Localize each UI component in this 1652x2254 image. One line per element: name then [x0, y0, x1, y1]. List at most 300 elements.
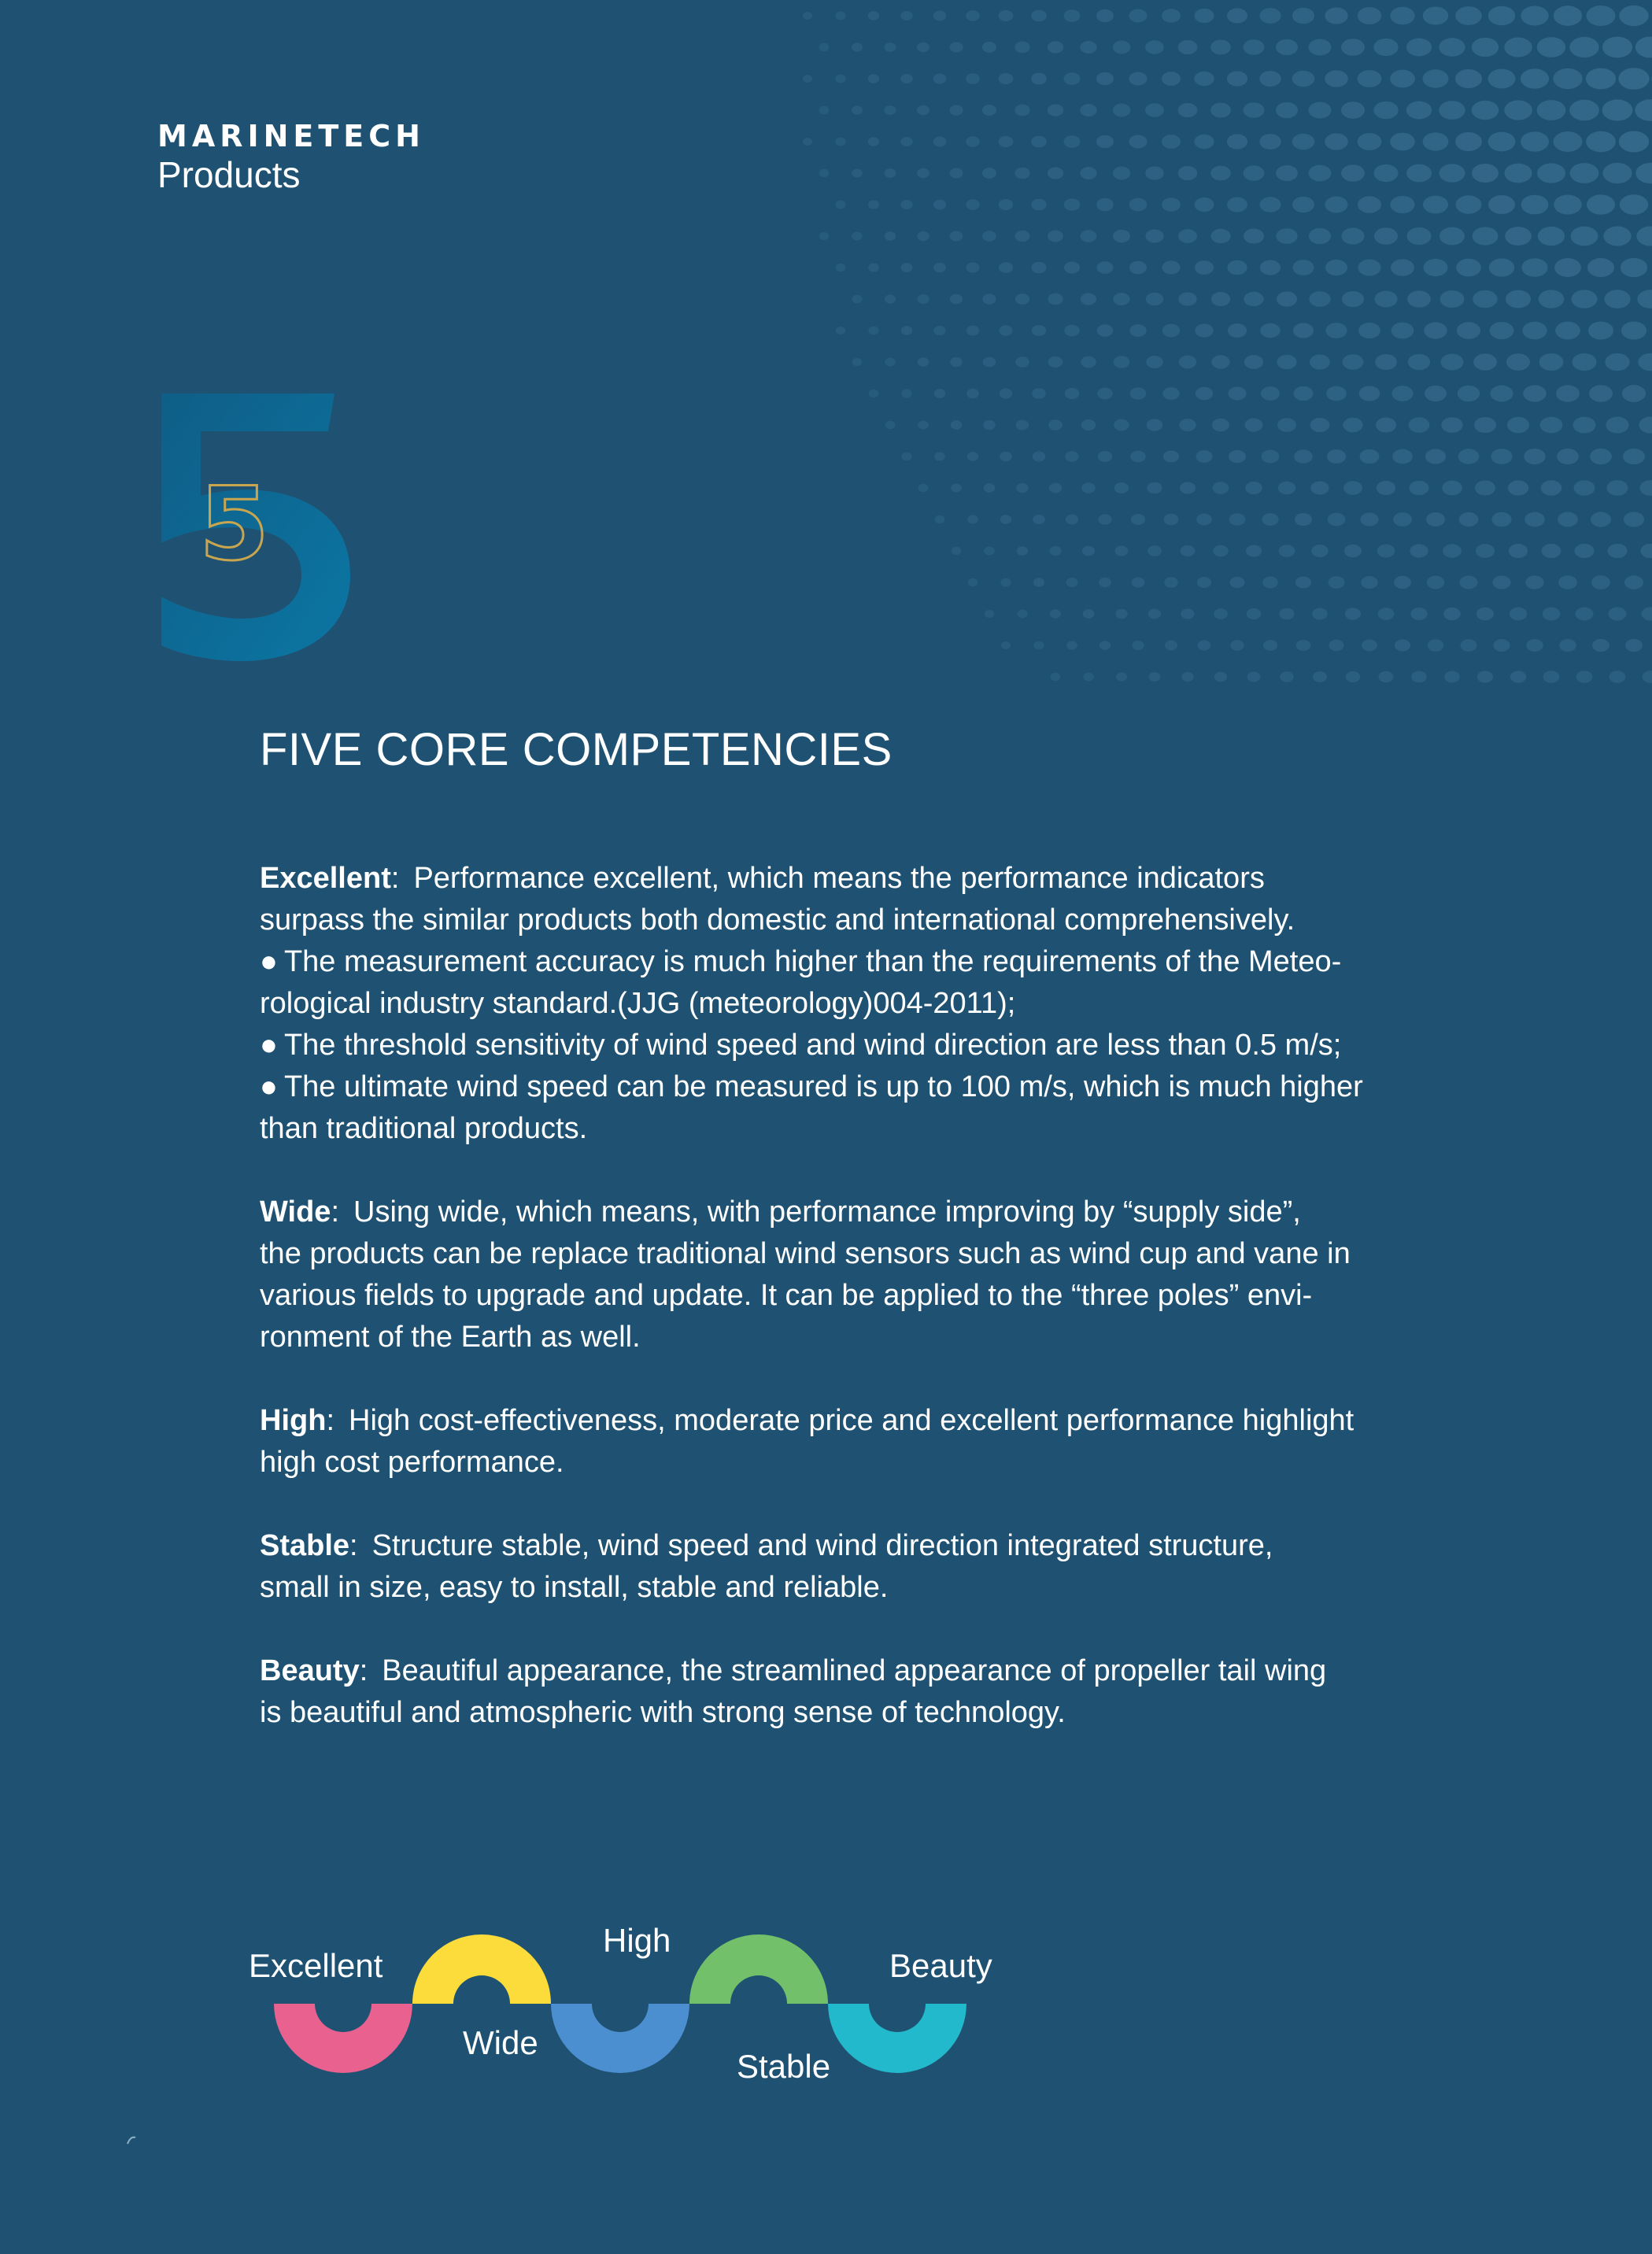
decor-dot — [1080, 104, 1096, 116]
decor-dot — [1456, 259, 1481, 277]
decor-dot — [1492, 575, 1510, 589]
decor-dot — [1477, 671, 1493, 682]
decor-dot — [950, 168, 963, 178]
decor-dot — [1410, 481, 1429, 495]
decor-dot — [1145, 103, 1164, 116]
decor-dot — [1048, 294, 1063, 305]
decor-dot — [1569, 100, 1599, 121]
decor-dot — [1260, 260, 1281, 275]
decor-dot — [1521, 131, 1549, 151]
decor-dot — [1064, 135, 1081, 148]
decor-dot — [1230, 640, 1244, 650]
decor-dot — [1277, 355, 1296, 369]
decor-dot — [1360, 512, 1378, 526]
decor-dot — [933, 263, 946, 272]
decor-dot — [1293, 323, 1314, 338]
decor-dot — [1586, 131, 1616, 153]
decor-dot — [1524, 449, 1545, 464]
decor-dot — [933, 11, 946, 21]
decor-dot — [1292, 260, 1314, 275]
decor-dot — [1149, 672, 1161, 682]
decor-dot — [1310, 418, 1330, 432]
decor-dot — [1609, 608, 1627, 621]
decor-dot — [1196, 514, 1212, 526]
decor-dot — [1537, 100, 1566, 120]
brand-logo-text: MARINETECH — [157, 119, 425, 153]
decor-dot — [1114, 356, 1129, 368]
decor-dot — [836, 327, 845, 334]
decor-dot — [1064, 72, 1081, 85]
decor-dot — [1524, 512, 1544, 527]
decor-dot — [1406, 164, 1432, 183]
decor-dot — [1543, 671, 1560, 682]
decor-dot — [852, 232, 862, 241]
decor-dot — [1376, 417, 1396, 432]
decor-dot — [1064, 261, 1080, 273]
decor-dot — [1051, 673, 1061, 681]
competency-line — [260, 1442, 1456, 1484]
decor-dot — [1587, 6, 1616, 26]
decor-dot — [1014, 42, 1029, 54]
decor-dot — [1096, 72, 1114, 85]
decor-dot — [1129, 135, 1148, 148]
decor-dot — [1244, 165, 1265, 180]
decor-dot — [1558, 575, 1577, 589]
decor-dot — [1065, 451, 1078, 462]
decor-dot — [1589, 385, 1613, 402]
decor-dot — [1559, 639, 1576, 652]
competency-line — [260, 1400, 1456, 1442]
decor-dot — [949, 42, 963, 52]
decor-dot — [1392, 449, 1413, 464]
decor-dot — [1506, 353, 1530, 371]
decor-dot — [1178, 229, 1197, 243]
decor-dot — [1308, 102, 1331, 119]
decor-dot — [1407, 290, 1431, 307]
decor-dot — [1148, 545, 1162, 556]
competency-line — [260, 1567, 1456, 1609]
decor-dot — [1278, 482, 1295, 495]
decor-dot — [982, 294, 996, 304]
bullet-dot-icon: ● — [260, 945, 278, 978]
decor-dot — [1259, 71, 1281, 87]
decor-dot — [1605, 353, 1629, 371]
decor-dot — [1639, 417, 1652, 434]
decor-dot — [1280, 671, 1293, 682]
decor-dot — [1031, 72, 1047, 84]
decor-dot — [1129, 72, 1147, 85]
decor-dot — [1113, 104, 1131, 117]
decor-dot — [1539, 290, 1564, 308]
decor-dot — [1262, 577, 1278, 589]
decor-dot — [1083, 673, 1093, 682]
decor-dot — [1000, 578, 1011, 587]
decor-dot — [982, 105, 996, 116]
bullet-text: than traditional products. — [260, 1112, 588, 1145]
decor-dot — [1227, 8, 1247, 23]
decor-dot — [1247, 608, 1261, 619]
decor-dot — [1031, 136, 1047, 148]
decor-dot — [1476, 544, 1495, 558]
decor-dot — [1538, 227, 1565, 246]
decor-dot — [999, 199, 1013, 210]
decor-dot — [1017, 610, 1027, 619]
decor-dot — [852, 42, 863, 51]
competency-term: Stable — [260, 1529, 350, 1562]
decor-dot — [1541, 480, 1562, 495]
decor-dot — [900, 137, 912, 146]
decor-dot — [1313, 671, 1327, 682]
decor-dot — [1558, 512, 1578, 527]
decor-dot — [1526, 639, 1543, 652]
decor-dot — [1048, 167, 1063, 179]
decor-dot — [1292, 134, 1314, 150]
decor-dot — [1228, 386, 1246, 400]
wave-label-excellent: Excellent — [249, 1947, 383, 1984]
decor-dot — [1488, 195, 1515, 214]
decor-dot — [900, 11, 912, 20]
decor-dot — [868, 11, 879, 20]
decor-dot — [1196, 387, 1213, 401]
decor-dot — [868, 74, 879, 83]
competency-high — [260, 1400, 1456, 1484]
page-title: FIVE CORE COMPETENCIES — [260, 724, 893, 775]
term-separator: : — [326, 1404, 334, 1437]
decor-dot — [1181, 608, 1194, 619]
decor-dot — [1210, 103, 1231, 118]
decor-dot — [1262, 450, 1280, 464]
term-separator: : — [390, 862, 400, 895]
bullet-text: rological industry standard.(JJG (meteorology)004-2011); — [260, 987, 1016, 1020]
decor-dot — [1296, 640, 1311, 651]
decor-dot — [1014, 105, 1029, 116]
decor-dot — [1279, 545, 1295, 557]
decor-dot — [1473, 227, 1499, 245]
decor-dot — [1295, 576, 1311, 588]
decor-dot — [1210, 229, 1230, 243]
decor-dot — [1425, 449, 1446, 464]
decor-dot — [967, 515, 978, 523]
decor-dot — [1391, 259, 1414, 276]
decor-dot — [1373, 39, 1398, 56]
decor-dot — [1276, 228, 1297, 244]
decor-dot — [852, 358, 862, 366]
decor-dot — [1574, 480, 1595, 496]
decor-dot — [1362, 640, 1377, 652]
decor-dot — [952, 547, 962, 555]
decor-dot — [1164, 514, 1179, 525]
wave-label-wide: Wide — [463, 2024, 538, 2061]
decor-dot — [1213, 545, 1228, 557]
decor-dot — [1639, 480, 1652, 496]
decor-dot — [1115, 609, 1128, 619]
decor-dot — [1145, 40, 1164, 54]
competency-text: High cost-effectiveness, moderate price and excellent performance highlight — [349, 1404, 1354, 1437]
decor-dot — [1096, 135, 1114, 148]
decor-dot — [1080, 167, 1096, 179]
decor-dot — [1032, 325, 1046, 336]
decor-dot — [918, 357, 929, 367]
decor-dot — [984, 483, 996, 493]
decor-dot — [1457, 322, 1480, 339]
decor-dot — [1048, 419, 1063, 430]
decor-dot — [1521, 258, 1547, 277]
decor-dot — [1031, 199, 1046, 211]
decor-dot — [1195, 198, 1214, 212]
decor-dot — [1424, 259, 1448, 276]
decor-dot — [1081, 357, 1096, 368]
decor-dot — [966, 136, 980, 147]
wave-segment-beauty — [828, 2004, 966, 2073]
decor-dot — [1540, 417, 1563, 434]
decor-dot — [949, 105, 963, 115]
decor-dot — [868, 200, 879, 209]
decor-dot — [1455, 6, 1481, 25]
decor-dot — [966, 326, 979, 336]
decor-dot — [1439, 101, 1465, 120]
decor-dot — [1571, 227, 1598, 246]
decor-dot — [885, 231, 896, 241]
decor-dot — [868, 327, 878, 335]
decor-dot — [1591, 575, 1610, 589]
decor-dot — [1488, 6, 1515, 25]
decor-dot — [1064, 9, 1081, 22]
competencies-list — [260, 858, 1456, 1775]
competency-text: Using wide, which means, with performance improving by “supply side”, — [353, 1195, 1301, 1229]
decor-dot — [1178, 40, 1198, 54]
competency-line — [260, 1233, 1456, 1275]
decor-dot — [1164, 577, 1177, 587]
decor-dot — [1620, 194, 1648, 215]
decor-dot — [1378, 608, 1395, 620]
decor-dot — [819, 169, 830, 177]
decor-dot — [1001, 641, 1011, 649]
decor-dot — [1245, 418, 1263, 431]
decor-dot — [1096, 198, 1114, 211]
decor-dot — [1341, 102, 1365, 119]
decor-dot — [1554, 131, 1583, 152]
decor-dot — [917, 42, 929, 53]
decor-dot — [1195, 323, 1213, 337]
decor-dot — [999, 10, 1014, 21]
decor-dot — [1097, 324, 1113, 336]
decor-dot — [1081, 293, 1096, 305]
decor-dot — [1147, 419, 1162, 430]
decor-dot — [1393, 512, 1412, 527]
decor-dot — [1375, 354, 1397, 370]
decor-dot — [1229, 450, 1246, 463]
decor-dot — [1390, 133, 1415, 151]
decor-dot — [950, 294, 963, 305]
decor-dot — [1641, 544, 1652, 558]
decor-dot — [1227, 261, 1247, 275]
decor-dot — [1624, 575, 1643, 589]
decor-dot — [1491, 512, 1511, 527]
term-separator: : — [359, 1654, 368, 1687]
decor-dot — [1458, 386, 1480, 402]
decor-dot — [1277, 291, 1297, 306]
decor-dot — [1195, 261, 1214, 275]
competency-line — [260, 1650, 1456, 1692]
decor-dot — [1491, 386, 1513, 402]
decor-dot — [1244, 355, 1263, 369]
decor-dot — [1358, 70, 1382, 87]
decor-dot — [1557, 449, 1579, 464]
decor-dot — [1246, 545, 1262, 556]
decor-dot — [1554, 258, 1581, 277]
decor-dot — [868, 263, 879, 272]
decor-dot — [1162, 387, 1179, 400]
decor-dot — [885, 294, 896, 303]
wave-label-beauty: Beauty — [889, 1947, 992, 1984]
decor-dot — [1358, 133, 1382, 150]
decor-dot — [933, 326, 945, 335]
competency-bullet — [260, 983, 1456, 1025]
decor-dot — [1391, 323, 1414, 339]
decor-dot — [1554, 194, 1581, 214]
decor-dot — [1510, 671, 1526, 682]
decor-dot — [852, 295, 863, 304]
decor-dot — [1033, 452, 1046, 462]
decor-dot — [1391, 386, 1413, 401]
decor-dot — [1213, 482, 1229, 494]
wave-segment-high — [551, 2004, 689, 2073]
decor-dot — [1230, 577, 1245, 588]
decor-dot — [1081, 230, 1097, 242]
decor-dot — [1178, 292, 1196, 305]
decor-dot — [1543, 608, 1561, 621]
decor-dot — [1163, 450, 1179, 462]
competency-text: surpass the similar products both domestic and international comprehensively. — [260, 903, 1295, 937]
number-five-graphic — [153, 386, 358, 669]
decor-dot — [852, 105, 863, 114]
decor-dot — [1373, 102, 1398, 119]
bullet-text: The threshold sensitivity of wind speed and wind direction are less than 0.5 m/s; — [283, 1029, 1342, 1062]
decor-dot — [1048, 41, 1063, 53]
decor-dot — [918, 420, 929, 429]
decor-dot — [1410, 544, 1428, 557]
decor-dot — [836, 264, 846, 272]
decor-dot — [1178, 103, 1198, 117]
wave-label-high: High — [603, 1922, 671, 1959]
decor-dot — [1472, 164, 1499, 183]
decor-dot — [1113, 41, 1130, 54]
decor-dot — [1460, 576, 1478, 589]
decor-dot — [1587, 258, 1614, 277]
decor-dot — [1360, 449, 1380, 464]
decor-dot — [1406, 227, 1431, 245]
decor-dot — [1602, 99, 1633, 120]
decor-dot — [1310, 481, 1329, 494]
decor-dot — [1309, 165, 1332, 182]
decor-dot — [1000, 452, 1012, 461]
decor-dot — [1642, 608, 1652, 621]
corner-mark — [126, 2134, 146, 2145]
decor-dot — [1277, 418, 1296, 432]
decor-dot — [1015, 294, 1029, 305]
decor-dot — [901, 263, 913, 272]
competency-line — [260, 900, 1456, 941]
decor-dot — [1473, 290, 1497, 308]
decor-dot — [1116, 672, 1127, 681]
decor-dot — [983, 420, 996, 430]
decor-dot — [1341, 164, 1365, 181]
decor-dot — [1000, 515, 1012, 524]
decor-dot — [1194, 135, 1214, 149]
decor-dot — [1510, 608, 1527, 621]
decor-dot — [1537, 37, 1565, 57]
decor-dot — [1050, 609, 1061, 618]
decor-dot — [1456, 195, 1482, 213]
decor-dot — [1292, 197, 1314, 212]
decor-dot — [1080, 41, 1096, 54]
decor-dot — [1440, 290, 1465, 308]
decor-dot — [1082, 546, 1095, 556]
decor-dot — [1180, 482, 1196, 493]
decor-dot — [1638, 353, 1652, 371]
decor-dot — [1635, 37, 1652, 58]
decor-dot — [1505, 164, 1532, 183]
decor-dot — [917, 168, 929, 178]
decor-dot — [935, 515, 945, 523]
decor-dot — [1606, 417, 1628, 434]
decor-dot — [984, 547, 994, 556]
decor-dot — [1328, 513, 1346, 527]
decor-dot — [1096, 261, 1113, 274]
decor-dot — [1083, 609, 1095, 619]
decor-dot — [1555, 322, 1580, 340]
decor-dot — [983, 357, 996, 368]
decor-dot — [1505, 227, 1532, 246]
decor-dot — [885, 168, 896, 178]
decor-dot — [1292, 8, 1314, 24]
decor-dot — [1439, 227, 1465, 246]
decor-dot — [1113, 230, 1130, 242]
decor-dot — [1573, 353, 1597, 371]
decor-dot — [1210, 166, 1231, 181]
decor-dot — [1064, 325, 1079, 337]
decor-dot — [1016, 483, 1029, 493]
decor-dot — [1228, 323, 1247, 338]
decor-dot — [1261, 386, 1280, 401]
decor-dot — [1292, 71, 1315, 87]
decor-dot — [1064, 198, 1081, 210]
decor-dot — [999, 136, 1014, 147]
decor-dot — [1635, 99, 1652, 121]
competency-wide — [260, 1192, 1456, 1358]
decor-dot — [1294, 386, 1314, 401]
decor-dot — [1034, 641, 1044, 650]
decor-dot — [1358, 260, 1380, 276]
decor-dot — [1506, 290, 1531, 309]
decor-dot — [966, 73, 980, 84]
decor-dot — [1607, 480, 1628, 496]
decor-dot — [1325, 7, 1347, 24]
decor-dot — [1509, 544, 1528, 558]
decor-dot — [917, 294, 929, 304]
decor-dot — [1329, 640, 1343, 652]
decor-dot — [1537, 163, 1565, 183]
bullet-dot-icon: ● — [260, 1029, 278, 1062]
decor-dot — [1603, 227, 1631, 246]
decor-dot — [835, 75, 845, 83]
decor-dot — [1031, 10, 1047, 22]
decor-dot — [1390, 70, 1415, 88]
decor-dot — [1443, 608, 1461, 620]
decor-dot — [1097, 388, 1112, 400]
decor-dot — [803, 75, 812, 83]
decor-dot — [901, 326, 912, 334]
